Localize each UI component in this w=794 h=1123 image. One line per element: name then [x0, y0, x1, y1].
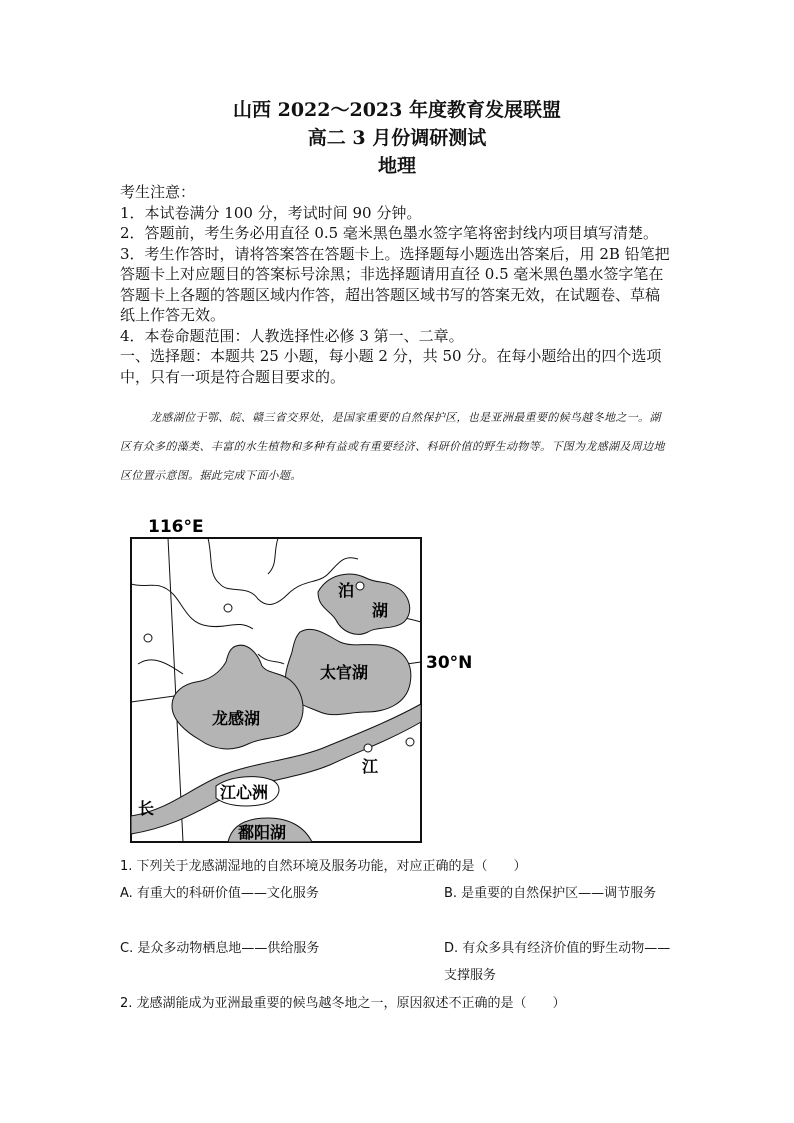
label-jiang: 江: [362, 757, 379, 776]
option-d[interactable]: D. 有众多具有经济价值的野生动物——支撑服务: [444, 941, 671, 983]
exam-subtitle: 高二 3 月份调研测试: [307, 127, 487, 149]
town-marker: [224, 604, 232, 612]
option-c[interactable]: C. 是众多动物栖息地——供给服务: [120, 941, 320, 956]
label-longgan: 龙感湖: [212, 709, 261, 728]
intro-text: 龙感湖位于鄂、皖、赣三省交界处，是国家重要的自然保护区，也是亚洲最重要的候鸟越冬地之一。湖区有众多的藻类、丰富的水生植物和多种有益或有重要经济、科研价值的野生动物等。下图为龙感湖及周边地区位置示意图。据此完成下面小题。: [120, 411, 665, 482]
notice-item-4: 4．本卷命题范围：人教选择性必修 3 第一、二章。: [120, 326, 464, 345]
notice-item-2: 2．答题前，考生务必用直径 0.5 毫米黑色墨水签字笔将密封线内项目填写清楚。: [120, 224, 658, 242]
exam-subject: 地理: [377, 155, 416, 177]
label-bo-2: 湖: [372, 601, 389, 620]
location-map: [128, 514, 473, 848]
notice-item-1: 1．本试卷满分 100 分，考试时间 90 分钟。: [120, 203, 422, 222]
question-intro: [120, 403, 672, 490]
map-figure: [128, 514, 473, 848]
label-taibo: 太官湖: [320, 663, 369, 682]
label-jiangxin: 江心洲: [220, 783, 269, 802]
question-2-stem: 2. 龙感湖能成为亚洲最重要的候鸟越冬地之一，原因叙述不正确的是（ ）: [120, 996, 566, 1011]
town-marker: [144, 634, 152, 642]
town-marker: [356, 582, 364, 590]
section-heading: 一、选择题：本题共 25 小题，每小题 2 分，共 50 分。在每小题给出的四个选项中，只有一项是符合题目要求的。: [120, 347, 662, 386]
exam-title: 山西 2022～2023 年度教育发展联盟: [233, 99, 561, 121]
latitude-label: 30°N: [426, 653, 473, 673]
option-b[interactable]: B. 是重要的自然保护区——调节服务: [444, 886, 657, 901]
exam-notices: [120, 182, 672, 387]
notices-heading: 考生注意：: [120, 183, 196, 201]
longitude-label: 116°E: [148, 517, 204, 537]
notice-item-3: 3．考生作答时，请将答案答在答题卡上。选择题每小题选出答案后，用 2B 铅笔把答题卡上对应题目的答案标号涂黑；非选择题请用直径 0.5 毫米黑色墨水签字笔在答题卡上各题的答题区域内作答，超出答题区域书写的答案无效，在试题卷、草稿纸上作答无效。: [120, 244, 670, 324]
label-chang: 长: [138, 799, 155, 818]
town-marker: [364, 744, 372, 752]
question-1-stem: 1. 下列关于龙感湖湿地的自然环境及服务功能，对应正确的是（ ）: [120, 859, 527, 874]
label-poyang: 鄱阳湖: [238, 823, 287, 842]
label-bo-1: 泊: [338, 581, 355, 600]
option-a[interactable]: A. 有重大的科研价值——文化服务: [120, 886, 319, 901]
town-marker: [406, 738, 414, 746]
